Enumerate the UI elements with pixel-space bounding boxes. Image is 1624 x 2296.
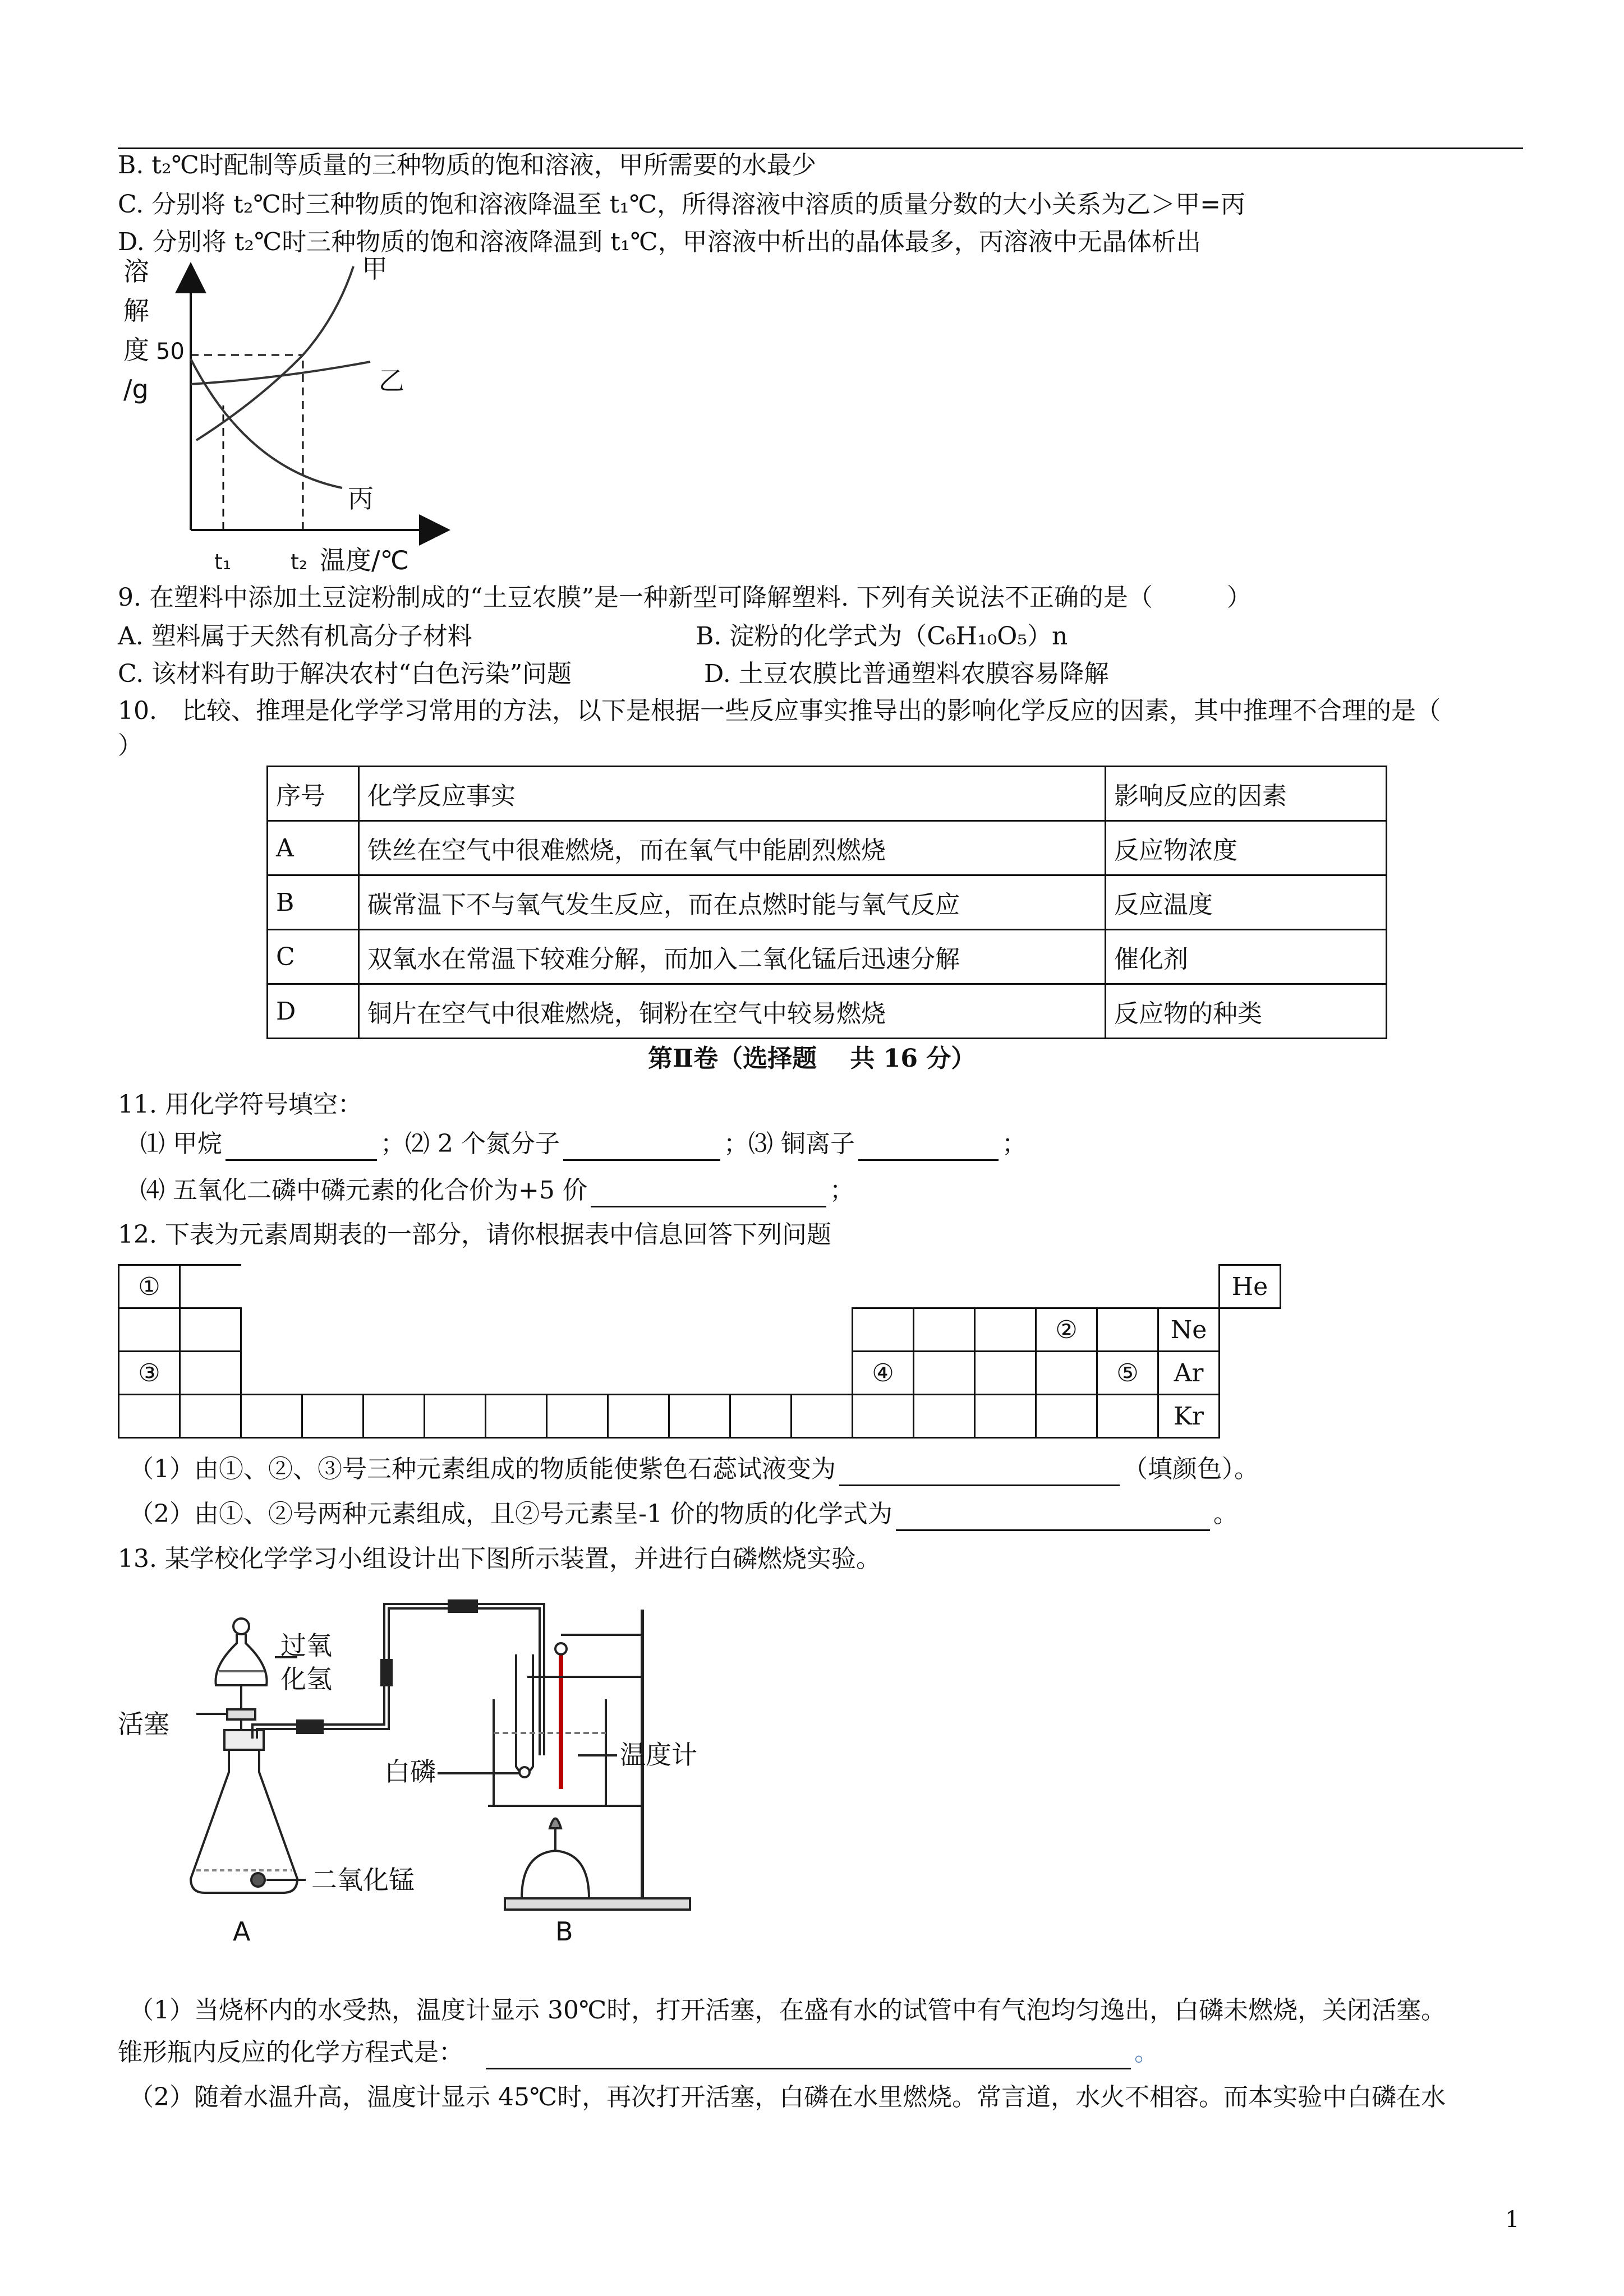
table-cell: D: [268, 984, 359, 1039]
q11-part4-end: ；: [829, 1176, 854, 1205]
q8-option-b: B. t₂℃时配制等质量的三种物质的饱和溶液，甲所需要的水最少: [118, 151, 816, 179]
q12-sub2-text: （2）由①、②号两种元素组成，且②号元素呈-1 价的物质的化学式为: [129, 1500, 892, 1528]
table-cell: 催化剂: [1106, 930, 1387, 984]
table-cell: 反应物的种类: [1106, 984, 1387, 1039]
table-row: [268, 821, 1387, 875]
answer-blank-nitrogen[interactable]: [563, 1133, 720, 1161]
beaker: [494, 1699, 606, 1806]
series-label-yi: 乙: [379, 366, 404, 396]
rubber-joint-1: [297, 1721, 323, 1733]
element-cell-he: He: [1220, 1265, 1281, 1308]
rubber-joint-2: [381, 1660, 392, 1685]
q12-sub2: [129, 1497, 1238, 1531]
curve-jia: [196, 266, 353, 440]
table-cell: 反应物浓度: [1106, 821, 1387, 875]
table-cell: C: [268, 930, 359, 984]
q11-line2: [140, 1174, 854, 1207]
answer-blank-phosphorus-valence[interactable]: [591, 1180, 826, 1207]
element-cell-4: ④: [853, 1352, 914, 1395]
q9-option-c: C. 该材料有助于解决农村“白色污染”问题: [118, 660, 572, 688]
element-cell-kr: Kr: [1158, 1395, 1220, 1438]
q9-option-a: A. 塑料属于天然有机高分子材料: [118, 622, 472, 651]
q9-option-d: D. 土豆农膜比普通塑料农膜容易降解: [704, 660, 1109, 688]
separatory-funnel: [215, 1634, 266, 1685]
table-cell: B: [268, 875, 359, 930]
stopcock-valve: [227, 1709, 255, 1719]
y-axis-label-1: 溶: [123, 256, 149, 287]
rubber-joint-3: [449, 1601, 477, 1612]
label-B: B: [555, 1916, 573, 1947]
q9-option-b: B. 淀粉的化学式为（C₆H₁₀O₅）n: [696, 622, 1068, 651]
q13-sub1b-text: 锥形瓶内反应的化学方程式是：: [118, 2038, 463, 2067]
x-axis-label: 温度/℃: [320, 545, 410, 575]
header-cell: 化学反应事实: [359, 767, 1106, 821]
element-cell-ar: Ar: [1158, 1352, 1220, 1395]
element-cell-3: ③: [119, 1352, 180, 1395]
element-cell-5: ⑤: [1097, 1352, 1158, 1395]
element-cell-1: ①: [119, 1265, 180, 1308]
q10-stem-line1: 10. 比较、推理是化学学习常用的方法，以下是根据一些反应事实推导出的影响化学反应的因素，其中推理不合理的是（: [118, 697, 1441, 725]
q11-part3-end: ；: [1001, 1129, 1027, 1158]
answer-blank-litmus-color[interactable]: [839, 1459, 1120, 1486]
periodic-table-fragment: [118, 1264, 1281, 1439]
label-A: A: [233, 1916, 251, 1947]
q12-sub1: [129, 1453, 1259, 1486]
y-axis-label-4: /g: [123, 374, 149, 404]
q12-sub2-end: 。: [1213, 1500, 1238, 1528]
reaction-table: [266, 766, 1387, 1039]
q8-option-d: D. 分别将 t₂℃时三种物质的饱和溶液降温到 t₁℃，甲溶液中析出的晶体最多，丙溶液中无晶体析出: [118, 228, 1201, 256]
label-white-phosphorus: 白磷: [384, 1756, 436, 1787]
q13-sub1b-end: 。: [1134, 2038, 1159, 2067]
y-tick-50: 50: [156, 339, 185, 365]
q8-option-c: C. 分别将 t₂℃时三种物质的饱和溶液降温至 t₁℃，所得溶液中溶质的质量分数的大小关系为乙＞甲=丙: [118, 190, 1245, 219]
answer-blank-methane[interactable]: [226, 1133, 377, 1161]
table-cell: 铜片在空气中很难燃烧，铜粉在空气中较易燃烧: [359, 984, 1106, 1039]
label-stopcock: 活塞: [118, 1709, 169, 1739]
q11-line1: [140, 1127, 1027, 1161]
series-label-jia: 甲: [362, 255, 388, 284]
element-cell-ne: Ne: [1158, 1308, 1220, 1352]
q13-sub2: （2）随着水温升高，温度计显示 45℃时，再次打开活塞，白磷在水里燃烧。常言道，水火不相容。而本实验中白磷在水: [129, 2083, 1446, 2111]
y-axis-label-3: 度: [123, 335, 149, 365]
label-mno2: 二氧化锰: [311, 1865, 415, 1895]
table-cell: 双氧水在常温下较难分解，而加入二氧化锰后迅速分解: [359, 930, 1106, 984]
table-row: [268, 875, 1387, 930]
label-thermometer: 温度计: [620, 1740, 697, 1770]
apparatus-diagram: [112, 1587, 808, 1991]
page-number: 1: [1505, 2207, 1520, 2233]
y-axis-label-2: 解: [123, 296, 149, 326]
mno2-particles: [251, 1873, 265, 1887]
q12-sub1-end: （填颜色）。: [1123, 1455, 1259, 1483]
label-h2o2-2: 化氢: [280, 1664, 332, 1694]
table-row: [268, 984, 1387, 1039]
header-cell: 序号: [268, 767, 359, 821]
funnel-knob: [233, 1619, 249, 1634]
q12-sub1-text: （1）由①、②、③号三种元素组成的物质能使紫色石蕊试液变为: [129, 1455, 836, 1483]
q11-part4-label: ⑷ 五氧化二磷中磷元素的化合价为+5 价: [140, 1176, 587, 1205]
table-cell: A: [268, 821, 359, 875]
flame: [550, 1819, 561, 1829]
series-label-bing: 丙: [348, 483, 374, 514]
q13-stem: 13. 某学校化学学习小组设计出下图所示装置，并进行白磷燃烧实验。: [118, 1545, 881, 1573]
q13-sub1b: [118, 2036, 1159, 2069]
x-tick-t1: t₁: [214, 550, 232, 574]
label-h2o2-1: 过氧: [280, 1630, 332, 1661]
answer-blank-copper-ion[interactable]: [858, 1133, 999, 1161]
answer-blank-formula[interactable]: [896, 1504, 1210, 1531]
q10-stem-line2: ）: [118, 731, 142, 760]
curve-yi: [191, 362, 370, 384]
q9-stem: 9. 在塑料中添加土豆淀粉制成的“土豆农膜”是一种新型可降解塑料. 下列有关说法不正确的是（ ）: [118, 583, 1252, 612]
white-phosphorus: [519, 1767, 530, 1777]
solubility-chart: [112, 255, 460, 592]
table-cell: 碳常温下不与氧气发生反应，而在点燃时能与氧气反应: [359, 875, 1106, 930]
q13-sub1: （1）当烧杯内的水受热，温度计显示 30℃时，打开活塞，在盛有水的试管中有气泡均匀逸出，白磷未燃烧，关闭活塞。: [129, 1996, 1446, 2025]
alcohol-lamp: [522, 1851, 589, 1898]
q11-part1-label: ⑴ 甲烷: [140, 1129, 222, 1158]
q12-stem: 12. 下表为元素周期表的一部分，请你根据表中信息回答下列问题: [118, 1220, 831, 1249]
table-cell: 反应温度: [1106, 875, 1387, 930]
answer-blank-equation[interactable]: [486, 2042, 1131, 2069]
q11-part3-label: ；⑶ 铜离子: [723, 1129, 855, 1158]
q11-part2-label: ；⑵ 2 个氮分子: [380, 1129, 560, 1158]
element-cell-2: ②: [1036, 1308, 1097, 1352]
section-title: 第Ⅱ卷（选择题 共 16 分）: [648, 1044, 976, 1073]
stand-base: [505, 1898, 690, 1910]
x-tick-t2: t₂: [291, 550, 308, 574]
test-tube: [516, 1654, 533, 1774]
q11-stem: 11. 用化学符号填空：: [118, 1090, 362, 1119]
header-cell: 影响反应的因素: [1106, 767, 1387, 821]
table-row: [268, 930, 1387, 984]
table-cell: 铁丝在空气中很难燃烧，而在氧气中能剧烈燃烧: [359, 821, 1106, 875]
table-header-row: [268, 767, 1387, 821]
